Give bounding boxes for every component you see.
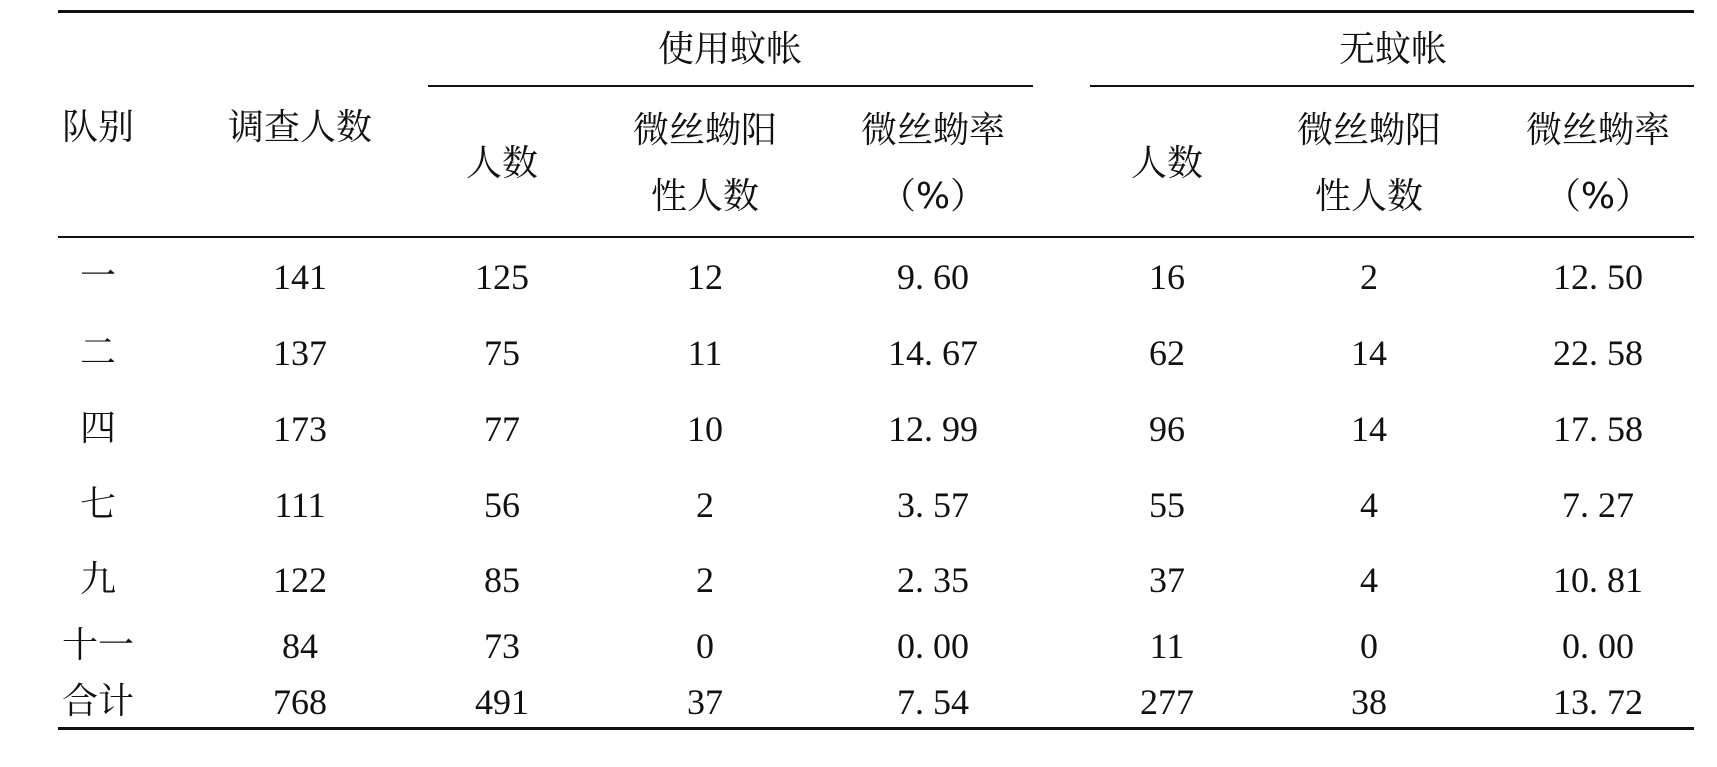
subheader-without-positive-line1: 微丝蚴阳	[1296, 110, 1442, 151]
cell-team: 九	[79, 559, 117, 600]
cell-without-rate: 22. 58	[1553, 333, 1643, 373]
group-rule-with-net	[428, 85, 1033, 87]
cell-with-positive: 10	[687, 409, 723, 449]
cell-without-positive: 14	[1351, 333, 1387, 373]
header-bottom-rule	[58, 236, 1694, 238]
cell-without-rate: 0. 00	[1562, 626, 1634, 666]
cell-with-positive: 11	[687, 333, 723, 373]
cell-without-people: 96	[1149, 409, 1185, 449]
cell-team: 四	[79, 408, 117, 449]
cell-without-positive: 4	[1360, 560, 1378, 600]
cell-without-rate: 10. 81	[1553, 560, 1643, 600]
subheader-with-people: 人数	[465, 143, 539, 184]
cell-surveyed: 84	[282, 626, 318, 666]
cell-team: 合计	[61, 681, 135, 722]
cell-with-positive: 2	[696, 560, 714, 600]
cell-without-people: 11	[1149, 626, 1185, 666]
cell-without-positive: 2	[1360, 257, 1378, 297]
cell-with-positive: 12	[687, 257, 723, 297]
cell-without-people: 55	[1149, 485, 1185, 525]
cell-without-people: 62	[1149, 333, 1185, 373]
subheader-without-positive-line2: 性人数	[1314, 176, 1424, 217]
subheader-with-positive-line1: 微丝蚴阳	[632, 110, 778, 151]
cell-team: 十一	[61, 625, 135, 666]
header-team: 队别	[61, 107, 135, 148]
cell-with-rate: 9. 60	[897, 257, 969, 297]
cell-surveyed: 111	[274, 485, 326, 525]
subheader-with-positive-line2: 性人数	[650, 176, 760, 217]
top-rule	[58, 10, 1694, 13]
cell-surveyed: 141	[273, 257, 327, 297]
subheader-with-rate-line1: 微丝蚴率	[860, 110, 1006, 151]
cell-with-rate: 14. 67	[888, 333, 978, 373]
cell-team: 七	[79, 484, 117, 525]
cell-without-positive: 4	[1360, 485, 1378, 525]
cell-surveyed: 122	[273, 560, 327, 600]
bottom-rule	[58, 727, 1694, 730]
cell-without-positive: 14	[1351, 409, 1387, 449]
subheader-without-people: 人数	[1130, 143, 1204, 184]
header-surveyed: 调查人数	[227, 107, 373, 148]
cell-team: 一	[79, 256, 117, 297]
header-group-with-net: 使用蚊帐	[657, 29, 803, 70]
cell-with-people: 56	[484, 485, 520, 525]
header-group-without-net: 无蚊帐	[1338, 29, 1448, 70]
cell-with-people: 125	[475, 257, 529, 297]
cell-without-people: 277	[1140, 682, 1194, 722]
cell-without-rate: 12. 50	[1553, 257, 1643, 297]
cell-with-positive: 2	[696, 485, 714, 525]
subheader-without-rate-line2: （%）	[1544, 176, 1652, 217]
cell-surveyed: 768	[273, 682, 327, 722]
cell-with-people: 491	[475, 682, 529, 722]
cell-with-people: 77	[484, 409, 520, 449]
group-rule-without-net	[1090, 85, 1694, 87]
subheader-with-rate-line2: （%）	[879, 176, 987, 217]
cell-without-rate: 13. 72	[1553, 682, 1643, 722]
cell-without-positive: 38	[1351, 682, 1387, 722]
cell-with-positive: 37	[687, 682, 723, 722]
cell-with-rate: 12. 99	[888, 409, 978, 449]
cell-with-rate: 0. 00	[897, 626, 969, 666]
cell-surveyed: 137	[273, 333, 327, 373]
cell-without-rate: 17. 58	[1553, 409, 1643, 449]
cell-with-rate: 2. 35	[897, 560, 969, 600]
cell-with-people: 73	[484, 626, 520, 666]
cell-without-people: 37	[1149, 560, 1185, 600]
cell-team: 二	[79, 332, 117, 373]
cell-with-rate: 7. 54	[897, 682, 969, 722]
cell-surveyed: 173	[273, 409, 327, 449]
cell-with-people: 75	[484, 333, 520, 373]
cell-without-rate: 7. 27	[1562, 485, 1634, 525]
cell-without-people: 16	[1149, 257, 1185, 297]
subheader-without-rate-line1: 微丝蚴率	[1525, 110, 1671, 151]
cell-without-positive: 0	[1360, 626, 1378, 666]
cell-with-rate: 3. 57	[897, 485, 969, 525]
cell-with-positive: 0	[696, 626, 714, 666]
cell-with-people: 85	[484, 560, 520, 600]
